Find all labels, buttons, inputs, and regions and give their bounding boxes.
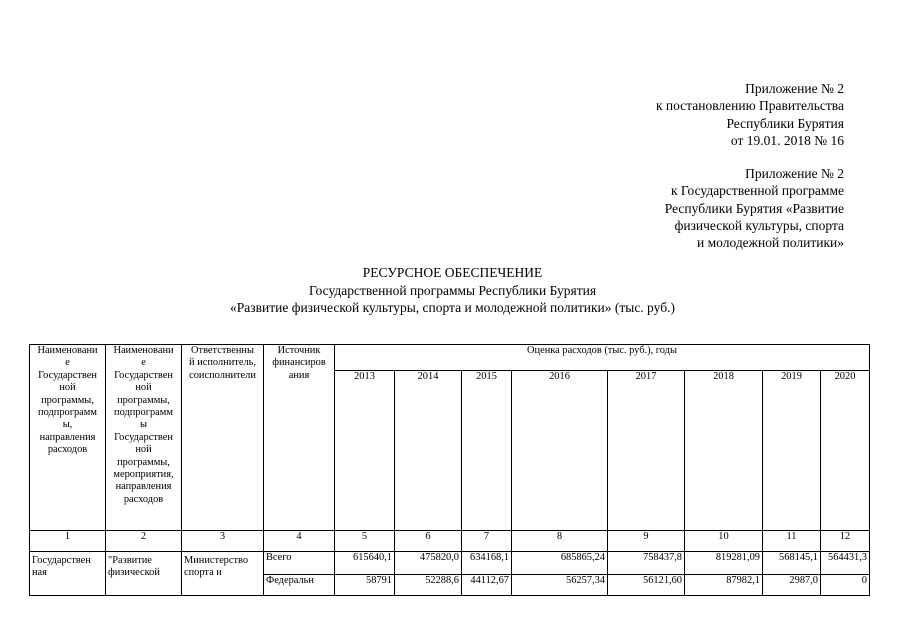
column-number: 11 [763,531,821,552]
column-number: 10 [685,531,763,552]
value-cell: 475820,0 [395,552,462,575]
year-header: 2014 [395,371,462,531]
year-header: 2015 [462,371,512,531]
year-header: 2016 [512,371,608,531]
value-cell: 52288,6 [395,575,462,596]
year-header: 2017 [608,371,685,531]
column-number: 9 [608,531,685,552]
document-title [0,264,905,317]
appendix-line: к постановлению Правительства [655,98,844,114]
value-cell: 0 [821,575,870,596]
appendix-line: Республики Бурятия «Развитие [664,200,844,216]
header-subprogram-name: Наименовани е Государствен ной программы, подпрограмм ы Государствен ной программы, мероприятия, направления расходов [106,345,182,531]
appendix-block-decree [656,80,844,149]
column-number: 7 [462,531,512,552]
column-number: 1 [30,531,106,552]
program-name-cell: Государствен ная [30,552,106,596]
value-cell: 2987,0 [763,575,821,596]
appendix-block-program [665,165,844,251]
column-number: 3 [182,531,264,552]
column-number: 5 [335,531,395,552]
value-cell: 56257,34 [512,575,608,596]
value-cell: 615640,1 [335,552,395,575]
value-cell: 685865,24 [512,552,608,575]
funding-source-cell: Всего [264,552,335,575]
title-line: «Развитие физической культуры, спорта и молодежной политики» (тыс. руб.) [230,300,675,315]
column-number: 4 [264,531,335,552]
funding-source-cell: Федеральн [264,575,335,596]
year-header: 2013 [335,371,395,531]
appendix-line: и молодежной политики» [697,235,844,251]
table-row [30,552,870,575]
column-number: 8 [512,531,608,552]
value-cell: 564431,3 [821,552,870,575]
value-cell: 819281,09 [685,552,763,575]
column-number: 12 [821,531,870,552]
value-cell: 634168,1 [462,552,512,575]
subprogram-name-cell: "Развитие физической [106,552,182,596]
year-header: 2018 [685,371,763,531]
responsible-cell: Министерство спорта и [182,552,264,596]
title-line: Государственной программы Республики Бурятия [308,282,597,298]
appendix-line: Приложение № 2 [745,81,844,96]
header-responsible: Ответственны й исполнитель, соисполнители [182,345,264,531]
value-cell: 56121,60 [608,575,685,596]
year-header: 2020 [821,371,870,531]
value-cell: 44112,67 [462,575,512,596]
appendix-line: физической культуры, спорта [674,217,844,233]
column-number-row [30,531,870,552]
appendix-line: от 19.01. 2018 № 16 [730,132,844,148]
value-cell: 758437,8 [608,552,685,575]
appendix-line: Республики Бурятия [726,115,844,131]
header-estimate: Оценка расходов (тыс. руб.), годы [335,345,870,371]
resource-table [29,344,870,596]
value-cell: 87982,1 [685,575,763,596]
appendix-line: Приложение № 2 [745,166,844,181]
value-cell: 568145,1 [763,552,821,575]
column-number: 2 [106,531,182,552]
column-number: 6 [395,531,462,552]
title-line: РЕСУРСНОЕ ОБЕСПЕЧЕНИЕ [362,265,543,280]
header-program-name: Наименовани е Государствен ной программы, подпрограмм ы, направления расходов [30,345,106,531]
value-cell: 58791 [335,575,395,596]
appendix-line: к Государственной программе [670,183,844,199]
year-header: 2019 [763,371,821,531]
header-funding-source: Источник финансиров ания [264,345,335,531]
